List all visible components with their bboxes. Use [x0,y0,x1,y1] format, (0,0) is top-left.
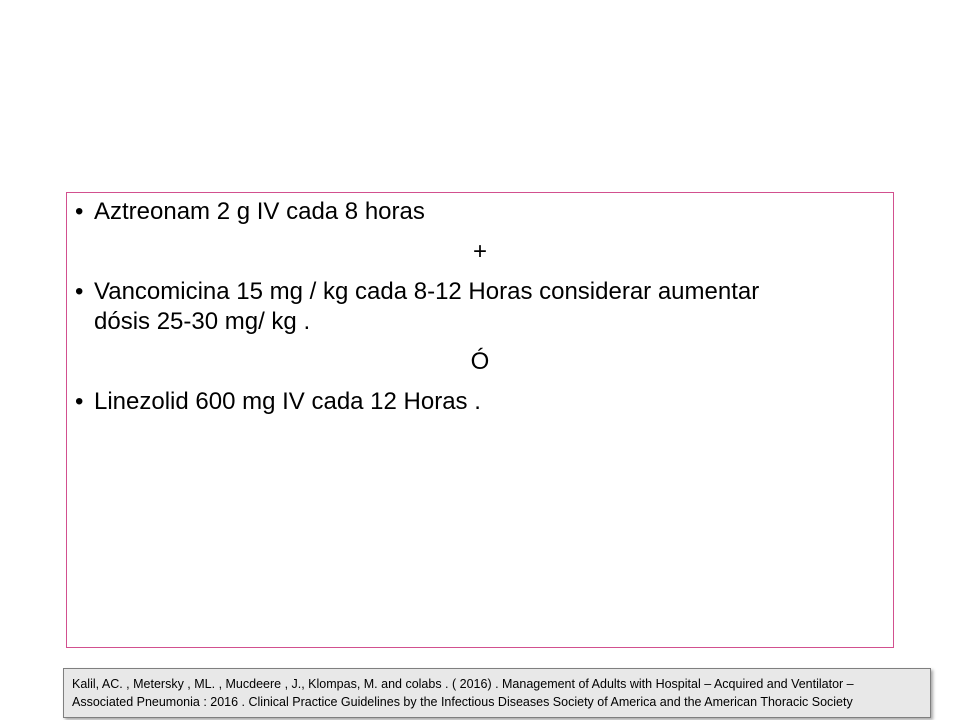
bullet-text: Vancomicina 15 mg / kg cada 8-12 Horas considerar aumentar [94,278,760,305]
plus-separator: + [472,238,487,265]
bullet-item-linezolid [75,387,481,417]
bullet-text: Aztreonam 2 g IV cada 8 horas [94,198,425,225]
content-box [66,192,894,648]
bullet-icon: • [75,198,84,225]
bullet-icon: • [75,278,84,305]
citation-line-1: Kalil, AC. , Metersky , ML. , Mucdeere , J., Klompas, M. and colabs . ( 2016) . Management of Adults with Hospital – Acquired and Ventilator – [72,677,854,691]
or-separator: Ó [470,348,490,375]
citation-line-2: Associated Pneumonia : 2016 . Clinical Practice Guidelines by the Infectious Diseases Society of America and the American Thoracic Society [72,695,853,709]
citation-box [63,668,931,718]
bullet-item-aztreonam [75,197,425,227]
bullet-text: Linezolid 600 mg IV cada 12 Horas . [94,388,481,415]
bullet-item-vancomicina [75,277,759,307]
bullet-icon: • [75,388,84,415]
bullet-text-continuation: dósis 25-30 mg/ kg . [94,308,311,335]
